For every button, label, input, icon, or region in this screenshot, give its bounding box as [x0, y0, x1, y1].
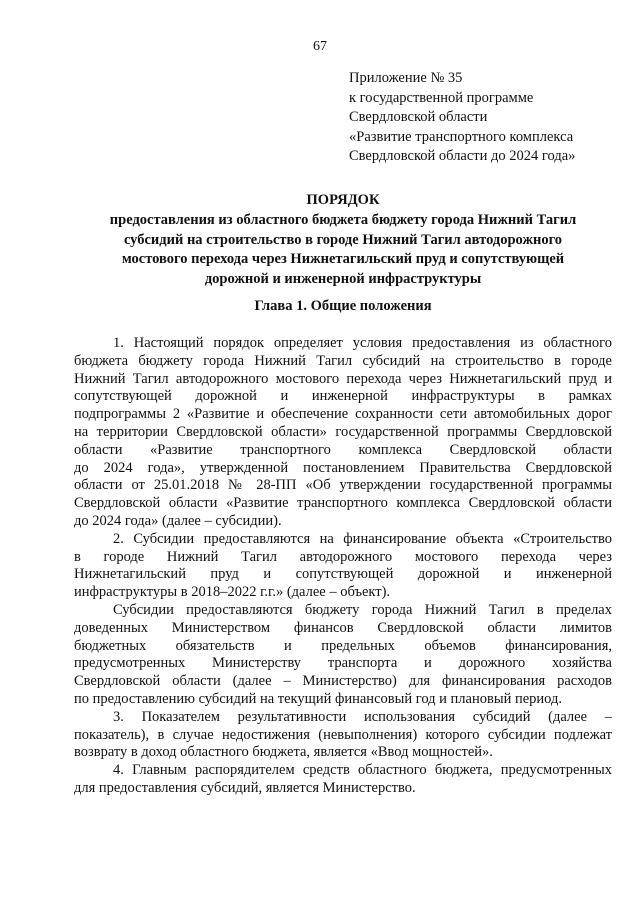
text-line: бюджетных обязательств и предельных объемов финансирования, — [74, 637, 612, 654]
text-line: подпрограммы 2 «Развитие и обеспечение сохранности сети автомобильных дорог — [74, 406, 612, 423]
paragraph-5 — [74, 762, 612, 798]
text-line: возврату в доход областного бюджета, является «Ввод мощностей». — [74, 744, 493, 761]
text-line: Нижний Тагил автодорожного мостового перехода через Нижнетагильский пруд и — [74, 370, 612, 387]
body-text — [74, 335, 612, 798]
paragraph-1 — [74, 335, 612, 531]
text-line: области «Развитие транспортного комплекса Свердловской области — [74, 441, 612, 458]
text-line: Свердловской области «Развитие транспортного комплекса Свердловской области — [74, 495, 612, 512]
text-line: показатель), в случае недостижения (невыполнения) которого субсидии подлежат — [74, 726, 612, 743]
text-line: бюджета бюджету города Нижний Тагил субсидий на строительство в городе — [74, 352, 612, 369]
appendix-line: «Развитие транспортного комплекса — [349, 128, 574, 145]
text-line: инфраструктуры в 2018–2022 г.г.» (далее – объект). — [74, 584, 391, 601]
text-line: в городе Нижний Тагил автодорожного мостового перехода через — [74, 548, 612, 565]
appendix-line: Приложение № 35 — [349, 70, 463, 86]
text-line: Свердловской области (далее – Министерство) для финансирования расходов — [74, 673, 612, 690]
chapter-title: Глава 1. Общие положения — [254, 298, 432, 314]
appendix-line: к государственной программе — [349, 89, 534, 106]
text-line: по предоставлению субсидий на текущий финансовый год и плановый период. — [74, 690, 562, 707]
text-line: до 2024 года» (далее – субсидии). — [74, 512, 282, 529]
paragraph-4 — [74, 709, 612, 762]
text-line: 1. Настоящий порядок определяет условия предоставления из областного — [113, 335, 612, 351]
paragraph-3 — [74, 602, 612, 709]
text-line: до 2024 года», утвержденной постановлением Правительства Свердловской — [74, 459, 612, 476]
text-line: 2. Субсидии предоставляются на финансирование объекта «Строительство — [113, 530, 612, 547]
text-line: области от 25.01.2018 № 28-ПП «Об утверждении государственной программы — [74, 477, 612, 494]
appendix-line: Свердловской области — [349, 109, 488, 125]
text-line: предусмотренных Министерству транспорта и дорожного хозяйства — [74, 655, 612, 672]
paragraph-2 — [74, 531, 612, 602]
appendix-line: Свердловской области до 2024 года» — [349, 148, 576, 164]
text-line: 4. Главным распорядителем средств областного бюджета, предусмотренных — [113, 762, 612, 779]
text-line: Субсидии предоставляются бюджету города Нижний Тагил в пределах — [113, 601, 612, 618]
text-line: сопутствующей дорожной и инженерной инфраструктуры в рамках — [74, 388, 612, 405]
text-line: на территории Свердловской области» государственной программы Свердловской — [74, 423, 612, 440]
title-subtitle-line: субсидий на строительство в городе Нижний Тагил автодорожного — [123, 231, 563, 248]
text-line: Нижнетагильский пруд и сопутствующей дорожной и инженерной — [74, 566, 612, 583]
appendix-note — [349, 69, 629, 167]
text-line: для предоставления субсидий, является Министерство. — [74, 779, 416, 796]
page-number: 67 — [313, 39, 327, 54]
document-title — [74, 191, 612, 290]
title-subtitle-line: предоставления из областного бюджета бюджету города Нижний Тагил — [109, 211, 577, 228]
text-line: доведенных Министерством финансов Свердловской области лимитов — [74, 619, 612, 636]
title-heading: ПОРЯДОК — [306, 192, 380, 208]
title-subtitle-line: мостового перехода через Нижнетагильский пруд и сопутствующей — [121, 251, 565, 268]
text-line: 3. Показателем результативности использования субсидий (далее – — [113, 708, 612, 725]
title-subtitle-line: дорожной и инженерной инфраструктуры — [204, 271, 482, 288]
